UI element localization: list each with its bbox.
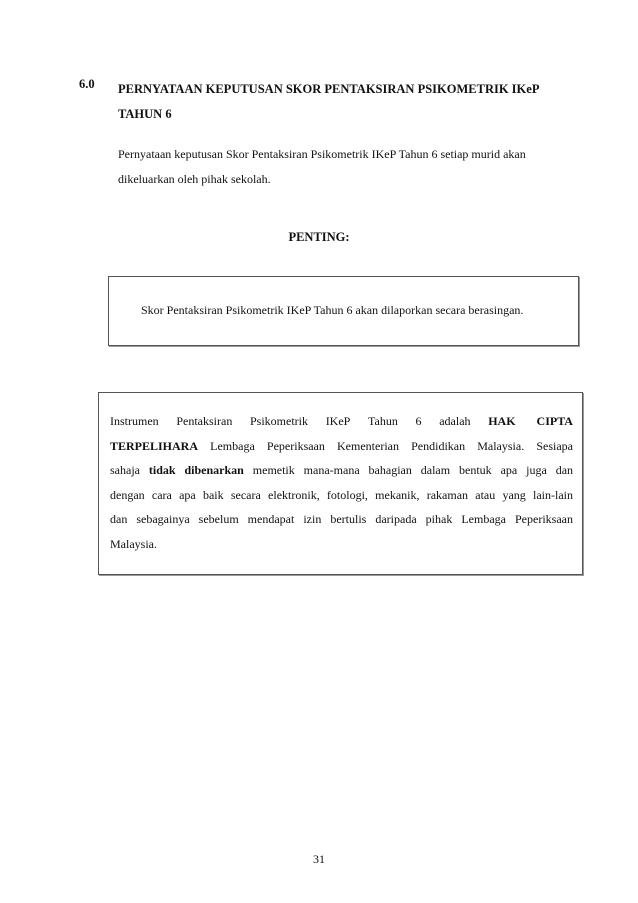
copyright-hak-cipta: HAK CIPTA (488, 414, 573, 428)
copyright-line-4: dengan cara apa baik secara elektronik, fotologi, mekanik, rakaman atau yang lain-lain (110, 487, 573, 502)
copyright-word: 6 (415, 414, 422, 428)
copyright-line-3-rest: memetik mana-mana bahagian dalam bentuk apa juga dan (252, 463, 574, 477)
copyright-line-6: Malaysia. (110, 536, 157, 551)
section-title-line-2: TAHUN 6 (118, 107, 172, 121)
copyright-word: Pentaksiran (176, 414, 233, 428)
section-number: 6.0 (79, 77, 95, 91)
copyright-word: Instrumen (110, 414, 159, 428)
body-paragraph-line-2: dikeluarkan oleh pihak sekolah. (118, 172, 271, 186)
copyright-line-3-start: sahaja (110, 463, 140, 477)
copyright-box (98, 392, 583, 575)
page-number: 31 (313, 852, 325, 866)
body-paragraph-line-1: Pernyataan keputusan Skor Pentaksiran Psikometrik IKeP Tahun 6 setiap murid akan (118, 147, 526, 161)
copyright-word: adalah (439, 414, 471, 428)
copyright-word: Psikometrik (250, 414, 309, 428)
copyright-text (110, 409, 573, 556)
body-paragraph (118, 142, 588, 192)
important-heading: PENTING: (288, 230, 350, 244)
copyright-terpelihara: TERPELIHARA (110, 438, 199, 453)
notice-box-text: Skor Pentaksiran Psikometrik IKeP Tahun 6 akan dilaporkan secara berasingan. (141, 303, 524, 317)
copyright-tidak-dibenarkan: tidak dibenarkan (148, 463, 244, 477)
section-title-line-1: PERNYATAAN KEPUTUSAN SKOR PENTAKSIRAN PSIKOMETRIK IKeP (118, 82, 540, 96)
copyright-line-5: dan sebagainya sebelum mendapat izin bertulis daripada pihak Lembaga Peperiksaan (110, 512, 573, 526)
copyright-line-2 (110, 434, 573, 459)
copyright-line-2-rest: Lembaga Peperiksaan Kementerian Pendidikan Malaysia. Sesiapa (210, 438, 573, 453)
copyright-word: IKeP (325, 414, 351, 428)
copyright-word: Tahun (368, 414, 398, 428)
section-title (118, 77, 578, 127)
notice-box (108, 276, 579, 346)
copyright-line-1 (110, 409, 573, 434)
copyright-line-3 (110, 458, 573, 483)
